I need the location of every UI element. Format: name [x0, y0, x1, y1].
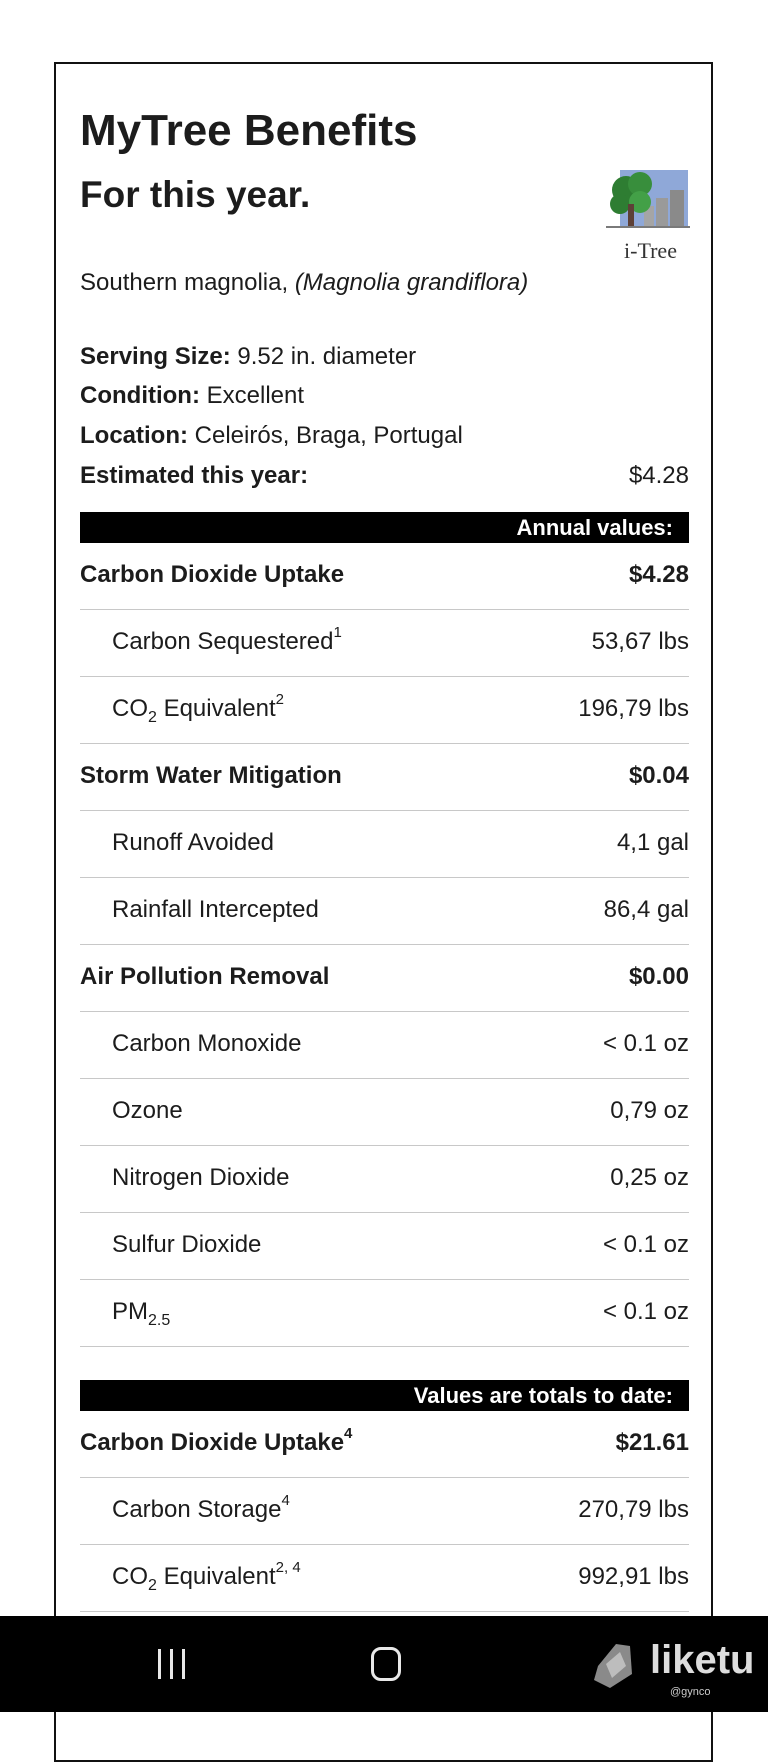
nitrogen-dioxide-label: Nitrogen Dioxide: [112, 1164, 290, 1191]
ozone-value: 0,79 oz: [610, 1097, 689, 1124]
carbon-monoxide-value: < 0.1 oz: [602, 1030, 689, 1057]
total-co2-uptake-label: Carbon Dioxide Uptake$^4$: [80, 1425, 353, 1456]
total-co2-uptake-row: [80, 1411, 689, 1478]
page-subtitle: For this year.: [80, 174, 311, 215]
watermark-word: liketu: [650, 1638, 755, 1682]
location-line: [80, 422, 689, 450]
ozone-row: [80, 1079, 689, 1146]
total-co2-equivalent-row: [80, 1545, 689, 1612]
carbon-storage-label: Carbon Storage$^4$: [112, 1492, 290, 1523]
species-scientific: (Magnolia grandiflora): [294, 269, 529, 296]
page-title: MyTree Benefits: [80, 106, 418, 155]
ozone-label: Ozone: [112, 1097, 183, 1124]
co2-uptake-row: [80, 543, 689, 610]
co2-uptake-value: $4.28: [628, 561, 689, 588]
storm-water-value: $0.04: [628, 762, 689, 789]
carbon-monoxide-label: Carbon Monoxide: [112, 1030, 302, 1057]
rainfall-intercepted-value: 86,4 gal: [603, 896, 689, 923]
co2-equivalent-label: $CO_2$ Equivalent$^2$: [112, 691, 284, 726]
totals-to-date-bar: Values are totals to date:: [80, 1380, 689, 1411]
carbon-storage-value: 270,79 lbs: [578, 1496, 689, 1523]
runoff-avoided-label: Runoff Avoided: [112, 829, 274, 856]
co2-equivalent-row: [80, 677, 689, 744]
recent-apps-icon[interactable]: [158, 1649, 188, 1679]
air-pollution-label: Air Pollution Removal: [80, 963, 330, 990]
estimated-value: $4.28: [628, 462, 689, 489]
rainfall-intercepted-label: Rainfall Intercepted: [112, 896, 319, 923]
home-icon[interactable]: [371, 1647, 401, 1681]
benefits-card: [54, 62, 713, 1762]
carbon-sequestered-label: Carbon Sequestered$^1$: [112, 624, 342, 655]
condition-label: Condition:: [80, 382, 200, 409]
pm25-value: < 0.1 oz: [602, 1298, 689, 1325]
liketu-watermark: [590, 1636, 760, 1706]
serving-size-line: [80, 343, 689, 371]
total-co2-equivalent-value: 992,91 lbs: [578, 1563, 689, 1590]
species-common: Southern magnolia,: [80, 269, 289, 296]
sulfur-dioxide-row: [80, 1213, 689, 1280]
co2-uptake-label: Carbon Dioxide Uptake: [80, 561, 345, 588]
watermark-handle: @gynco: [670, 1686, 711, 1698]
annual-values-bar: Annual values:: [80, 512, 689, 543]
carbon-monoxide-row: [80, 1012, 689, 1079]
total-co2-uptake-value: $21.61: [615, 1429, 689, 1456]
rainfall-intercepted-row: [80, 878, 689, 945]
total-co2-equivalent-label: $CO_2$ Equivalent$^{2, 4}$: [112, 1559, 301, 1594]
sulfur-dioxide-label: Sulfur Dioxide: [112, 1231, 262, 1258]
runoff-avoided-value: 4,1 gal: [616, 829, 689, 856]
carbon-sequestered-row: [80, 610, 689, 677]
location-value: Celeirós, Braga, Portugal: [194, 422, 463, 449]
sulfur-dioxide-value: < 0.1 oz: [602, 1231, 689, 1258]
air-pollution-row: [80, 945, 689, 1012]
logo-text: i-Tree: [624, 238, 677, 263]
estimated-line: [80, 462, 689, 490]
co2-equivalent-value: 196,79 lbs: [578, 695, 689, 722]
itree-logo-icon: [606, 168, 690, 266]
nitrogen-dioxide-row: [80, 1146, 689, 1213]
liketu-logo-icon: [590, 1636, 640, 1696]
serving-label: Serving Size:: [80, 343, 231, 370]
pm25-label: $PM_{2.5}$: [112, 1298, 171, 1329]
pm25-row: [80, 1280, 689, 1347]
storm-water-row: [80, 744, 689, 811]
air-pollution-value: $0.00: [628, 963, 689, 990]
species-name: [80, 269, 528, 297]
runoff-avoided-row: [80, 811, 689, 878]
location-label: Location:: [80, 422, 188, 449]
carbon-storage-row: [80, 1478, 689, 1545]
estimated-label: Estimated this year:: [80, 462, 309, 489]
serving-value: 9.52 in. diameter: [237, 343, 417, 370]
nitrogen-dioxide-value: 0,25 oz: [610, 1164, 689, 1191]
condition-line: [80, 382, 689, 410]
carbon-sequestered-value: 53,67 lbs: [591, 628, 689, 655]
condition-value: Excellent: [206, 382, 305, 409]
storm-water-label: Storm Water Mitigation: [80, 762, 342, 789]
